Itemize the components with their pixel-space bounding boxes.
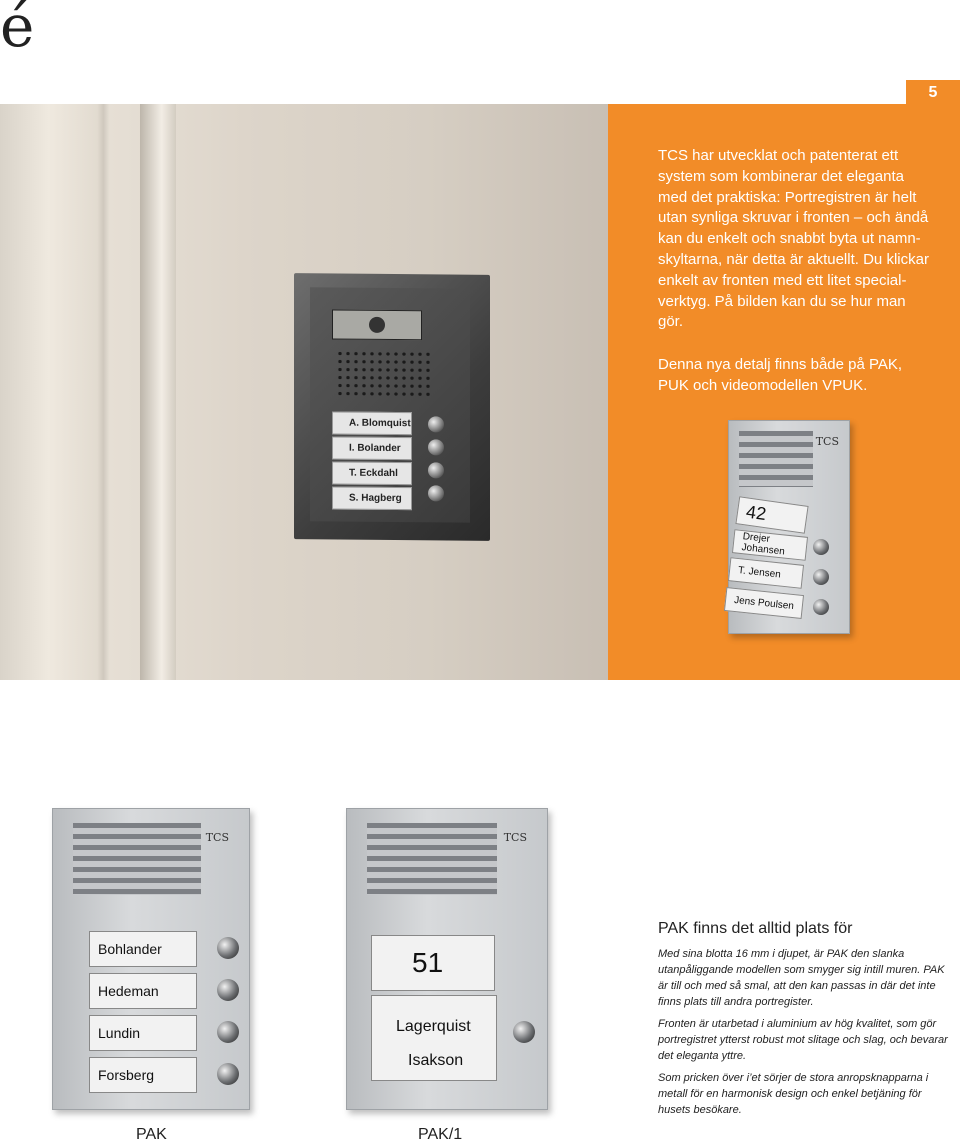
pak-caption: PAK [136,1126,167,1143]
door-panel-photo [294,273,490,541]
call-button-icon [217,979,239,1001]
pak1-number: 51 [371,935,495,991]
info-paragraph-3: Som pricken över i’et sörjer de stora anropsknapparna i metall för en harmonisk design och enkel betjäning för husets besökare. [658,1072,929,1116]
speaker-grille [73,823,201,895]
pak-label: Forsberg [89,1057,197,1093]
speaker-grille [739,431,813,487]
call-button-icon [217,1063,239,1085]
call-button-icon [513,1021,535,1043]
small-device-illustration [728,420,850,634]
speaker-grille [367,823,497,895]
pak-label: Lundin [89,1015,197,1051]
page-number: 5 [906,80,960,106]
info-paragraph-1: Med sina blotta 16 mm i djupet, är PAK den slanka utanpåliggande modellen som smyger sig intill muren. PAK är till och med så smal, att den kan passas in där det inte finns plats till andra portregister. [658,948,945,1008]
device-label: Jens Poulsen [724,587,804,619]
call-button-icon [813,569,829,585]
orange-paragraph-2: Denna nya detalj finns både på PAK, PUK och videomodellen VPUK. [658,356,903,394]
device-label: Drejer Johansen [732,529,808,561]
pak-label: Hedeman [89,973,197,1009]
pak1-name-plate [371,995,497,1081]
device-label: 42 [735,496,808,533]
call-button-icon [428,439,444,455]
door-frame [140,104,176,680]
info-heading: PAK finns det alltid plats för [658,920,853,937]
call-button-icon [813,539,829,555]
info-block [658,920,948,1124]
tcs-logo: TCS [503,831,527,844]
photo-label: I. Bolander [332,436,412,460]
pak1-name: Isakson [408,1052,464,1069]
device-label: T. Jensen [728,557,804,589]
tcs-logo: TCS [205,831,229,844]
pak1-caption: PAK/1 [418,1126,463,1143]
photo-label: A. Blomquist [332,411,412,435]
photo-name-labels [332,411,412,512]
tcs-logo: TCS [815,435,839,448]
info-paragraph-2: Fronten är utarbetad i aluminium av hög kvalitet, som gör portregistret ytterst robust mot slitage och slag, och bevarar det eleganta yttre. [658,1018,948,1062]
pak1-name: Lagerquist [396,1018,471,1035]
call-button-icon [813,599,829,615]
call-button-icon [428,462,444,478]
photo-label: S. Hagberg [332,486,412,510]
camera-icon [332,309,422,340]
pak1-device [346,808,548,1110]
wall-photo [0,104,608,680]
call-button-icon [217,937,239,959]
call-button-icon [428,485,444,501]
orange-text-block [658,146,933,419]
call-button-icon [217,1021,239,1043]
photo-label: T. Eckdahl [332,461,412,485]
pak-label: Bohlander [89,931,197,967]
call-button-icon [428,416,444,432]
panel-front [310,287,470,522]
speaker-grille [336,350,432,401]
orange-paragraph-1: TCS har utvecklat och patenterat ett system som kombinerar det eleganta med det praktiska: Portregistren är helt utan synliga skruvar i fronten – och ändå kan du enkelt och snabbt byta ut namn-skyltarna, när detta är aktuellt. Du klickar enkelt av fronten med ett litet special-verktyg. På bilden kan du se hur man gör. [658,147,929,331]
corner-letter: é [0,0,35,60]
pak-device [52,808,250,1110]
